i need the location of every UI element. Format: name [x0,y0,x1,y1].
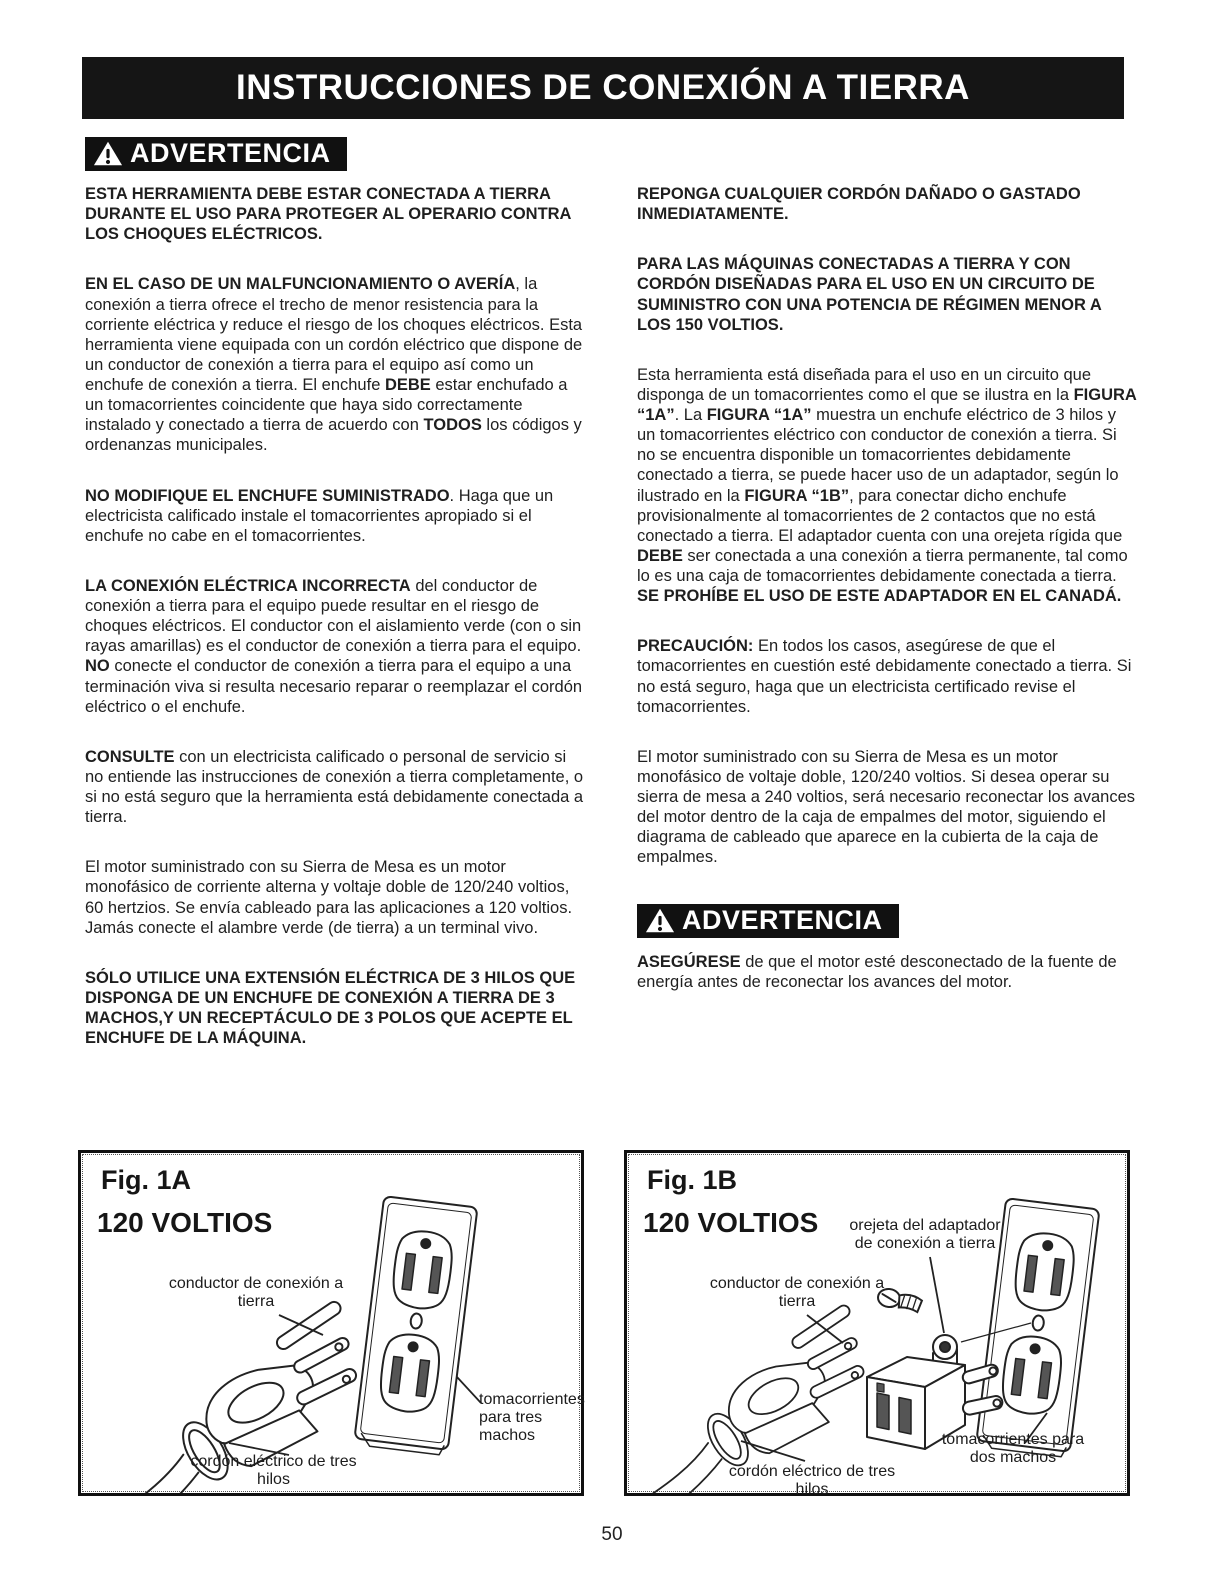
paragraph-extension-cord: SÓLO UTILICE UNA EXTENSIÓN ELÉCTRICA DE 3 HILOS QUE DISPONGA DE UN ENCHUFE DE CONEXIÓN A TIERRA DE 3 MACHOS,Y UN RECEPTÁCULO DE 3 POLOS QUE ACEPTE EL ENCHUFE DE LA MÁQUINA. [85,968,576,1048]
paragraph-grounded-machines: PARA LAS MÁQUINAS CONECTADAS A TIERRA Y CON CORDÓN DISEÑADAS PARA EL USO EN UN CIRCUITO DE SUMINISTRO CON UNA POTENCIA DE RÉGIMEN MENOR A LOS 150 VOLTIOS. [637,255,1102,334]
paragraph-incorrect-connection: LA CONEXIÓN ELÉCTRICA INCORRECTA del conductor de conexión a tierra para el equipo puede resultar en el riesgo de choques eléctricos. El conductor con el aislamiento verde (con o sin rayas amarillas) es el conductor de conexión a tierra para el equipo. NO conecte el conductor de conexión a tierra para el equipo a una terminación viva si resulta necesario reparar o reemplazar el cordón eléctrico o el enchufe. [85,576,583,716]
paragraph-do-not-modify-plug: NO MODIFIQUE EL ENCHUFE SUMINISTRADO. Haga que un electricista calificado instale el tomacorrientes apropiado si el enchufe no cabe en el tomacorrientes. [85,486,554,545]
label-outlet-two-prong: tomacorrientes para dos machos [941,1431,1085,1466]
figure-1b-title: Fig. 1B [647,1165,738,1195]
paragraph-motor-voltage: El motor suministrado con su Sierra de Mesa es un motor monofásico de corriente alterna y voltaje doble de 120/240 voltios, 60 hertzios. Se envía cableado para las aplicaciones a 120 voltios. Jamás conecte el alambre verde (de tierra) a un terminal vivo. [85,858,573,937]
left-column [85,184,585,1078]
label-adapter-lug: orejeta del adaptador de conexión a tierra [849,1217,1001,1252]
section-title-banner [82,57,1124,119]
label-ground-conductor: conductor de conexión a tierra [168,1275,344,1310]
warning-triangle-icon [645,907,675,934]
label-outlet-three-prong: tomacorrientes para tres machos [479,1391,585,1444]
paragraph-replace-cord: REPONGA CUALQUIER CORDÓN DAÑADO O GASTADO INMEDIATAMENTE. [637,185,1081,224]
figure-1a-title: Fig. 1A [101,1165,192,1195]
paragraph-malfunction: EN EL CASO DE UN MALFUNCIONAMIENTO O AVERÍA, la conexión a tierra ofrece el trecho de menor resistencia para la corriente eléctrica y reduce el riesgo de los choques eléctricos. Esta herramienta viene equipada con un cordón eléctrico que dispone de un conductor de conexión a tierra para el equipo así como un enchufe de conexión a tierra. El enchufe DEBE estar enchufado a un tomacorrientes coincidente que haya sido correctamente instalado y conectado a tierra de acuerdo con TODOS los códigos y ordenanzas municipales. [85,275,583,455]
paragraph-disconnect-power: ASEGÚRESE de que el motor esté desconectado de la fuente de energía antes de reconectar los avances del motor. [637,952,1117,991]
outlet-illustration [354,1196,478,1456]
label-three-wire-cord: cordón eléctrico de tres hilos [190,1453,357,1488]
paragraph-figures-explanation: Esta herramienta está diseñada para el uso en un circuito que disponga de un tomacorrientes como el que se ilustra en la FIGURA “1A”. La FIGURA “1A” muestra un enchufe eléctrico de 3 hilos y un tomacorrientes eléctrico con conductor de conexión a tierra. Si no se encuentra disponible un tomacorrientes debidamente conectado a tierra, se puede hacer uso de un adaptador, según lo ilustrado en la FIGURA “1B”, para conectar dicho enchufe provisionalmente al tomacorrientes de 2 contactos que no está conectado a tierra. El adaptador cuenta con una orejeta rígida que DEBE ser conectada a una conexión a tierra permanente, tal como lo es una caja de tomacorrientes debidamente conectada a tierra. SE PROHÍBE EL USO DE ESTE ADAPTADOR EN EL CANADÁ. [637,365,1137,606]
warning-badge-label: ADVERTENCIA [682,904,883,935]
warning-badge [637,904,899,938]
warning-triangle-icon [93,140,123,167]
page-title: INSTRUCCIONES DE CONEXIÓN A TIERRA [236,68,970,107]
label-ground-conductor: conductor de conexión a tierra [709,1275,885,1310]
warning-badge-label: ADVERTENCIA [130,138,331,168]
paragraph-precaution: PRECAUCIÓN: En todos los casos, asegúrese de que el tomacorrientes en cuestión esté debidamente conectado a tierra. Si no está seguro, haga que un electricista certificado revise el tomacorrientes. [637,637,1132,716]
figure-1a [78,1150,584,1496]
label-three-wire-cord: cordón eléctrico de tres hilos [728,1463,896,1498]
paragraph-motor-reconnect: El motor suministrado con su Sierra de Mesa es un motor monofásico de voltaje doble, 120/240 voltios. Si desea operar su sierra de mesa a 240 voltios, será necesario reconectar los avances del motor dentro de la caja de empalmes del motor, siguiendo el diagrama de cableado que aparece en la cubierta de la caja de empalmes. [637,747,1136,867]
right-column [637,184,1137,1022]
figure-1b [624,1150,1130,1496]
paragraph-consult-electrician: CONSULTE con un electricista calificado o personal de servicio si no entiende las instrucciones de conexión a tierra completamente, o si no está seguro que la herramienta está debidamente conectada a tierra. [85,747,584,827]
figure-1b-voltage: 120 VOLTIOS [643,1207,819,1238]
paragraph-grounding-requirement: ESTA HERRAMIENTA DEBE ESTAR CONECTADA A TIERRA DURANTE EL USO PARA PROTEGER AL OPERARIO CONTRA LOS CHOQUES ELÉCTRICOS. [85,185,571,244]
figure-1a-voltage: 120 VOLTIOS [97,1207,273,1238]
warning-badge [85,137,347,171]
page-number: 50 [601,1524,623,1545]
